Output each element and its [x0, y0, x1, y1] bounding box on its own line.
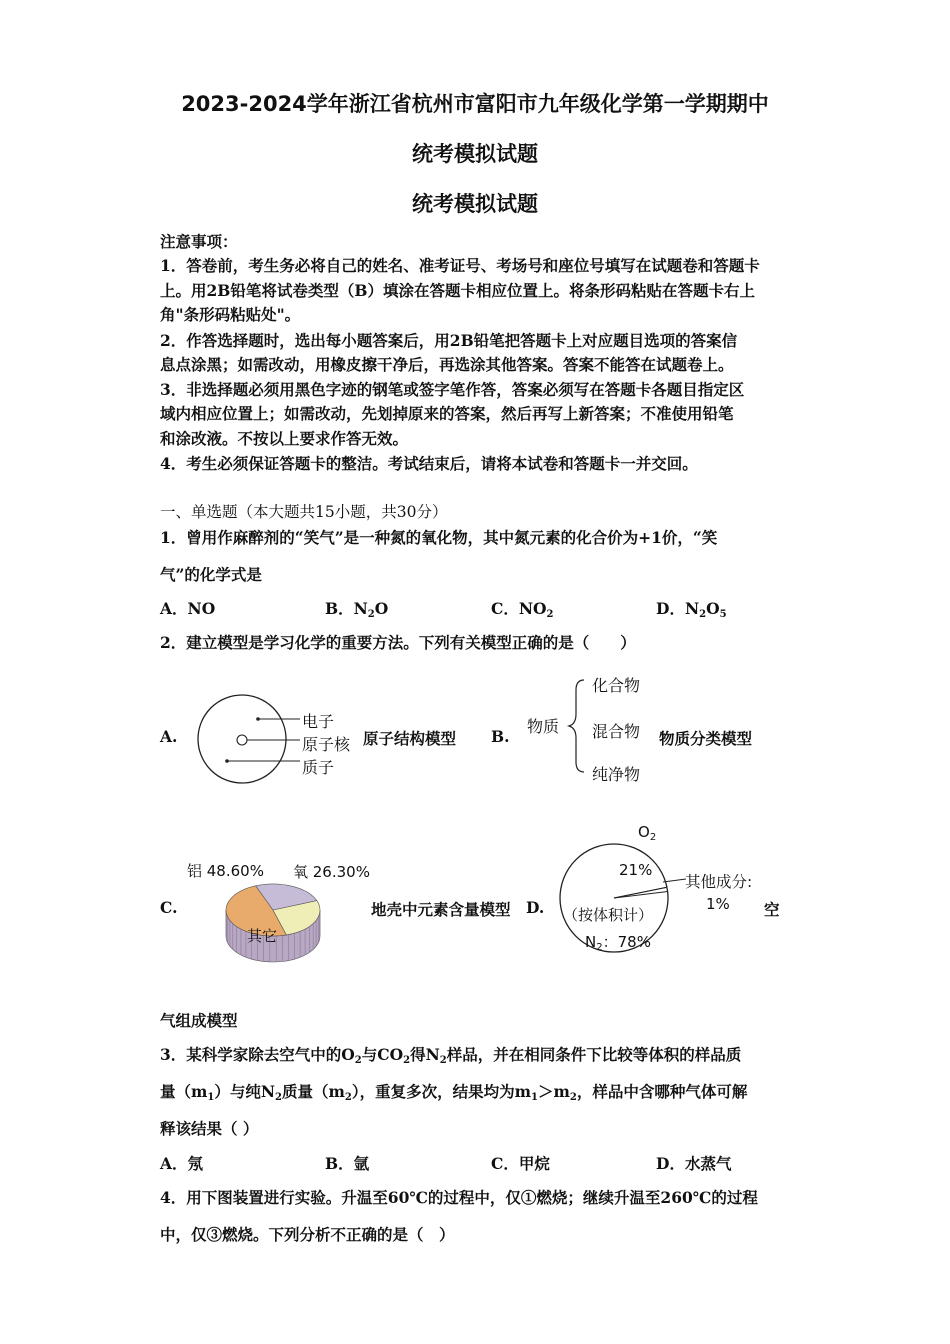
page-title: 2023-2024学年浙江省杭州市富阳市九年级化学第一学期期中: [181, 92, 769, 116]
label-substance: 物质: [527, 717, 560, 736]
notice-line: 2．作答选择题时，选出每小题答案后，用2B铅笔把答题卡上对应题目选项的答案信: [160, 331, 738, 350]
notice-line: 上。用2B铅笔将试卷类型（B）填涂在答题卡相应位置上。将条形码粘贴在答题卡右上: [160, 281, 755, 300]
option-3b: B．氩: [325, 1154, 370, 1173]
page-subtitle-repeat: 统考模拟试题: [412, 192, 538, 216]
question-3-stem: 3．某科学家除去空气中的$O_2$与$CO_2$得$N_2$样品，并在相同条件下比较等体积的样品质: [160, 1045, 742, 1066]
notice-line: 1．答卷前，考生务必将自己的姓名、准考证号、考场号和座位号填写在试题卷和答题卡: [160, 256, 760, 275]
notice-line: 角"条形码粘贴处"。: [160, 305, 301, 324]
label-pure-substance: 纯净物: [592, 765, 641, 784]
option-1b: B．$N_2O$: [325, 599, 389, 620]
label-o2: $O_2$: [638, 823, 657, 843]
label-oxygen: 氧 26.30%: [293, 863, 370, 881]
option-2c-key: C.: [160, 898, 178, 917]
caption-air-model-part1: 空: [764, 900, 780, 919]
caption-classification-model: 物质分类模型: [659, 729, 753, 748]
label-o2-percent: 21%: [619, 861, 653, 879]
option-1d: D．$N_2O_5$: [656, 599, 727, 620]
question-4-stem: 4．用下图装置进行实验。升温至60℃的过程中，仅①燃烧；继续升温至260℃的过程: [160, 1188, 758, 1207]
label-by-volume: （按体积计）: [563, 906, 654, 924]
label-compound: 化合物: [592, 676, 641, 695]
notice-line: 息点涂黑；如需改动，用橡皮擦干净后，再选涂其他答案。答案不能答在试题卷上。: [160, 355, 734, 374]
option-2a-key: A.: [160, 727, 178, 746]
option-3c: C．甲烷: [491, 1154, 550, 1173]
notice-line: 域内相应位置上；如需改动，先划掉原来的答案，然后再写上新答案；不准使用铅笔: [160, 404, 734, 423]
label-n2: $N_2$：78%: [585, 933, 651, 953]
label-aluminum: 铝 48.60%: [187, 862, 264, 880]
label-other-components: 其他成分:: [685, 873, 753, 891]
notice-line: 和涂改液。不按以上要求作答无效。: [160, 429, 409, 448]
label-nucleus: 原子核: [302, 735, 351, 754]
label-mixture: 混合物: [592, 722, 641, 741]
option-2d-key: D.: [526, 898, 545, 917]
brace-icon: [566, 676, 590, 776]
page-subtitle: 统考模拟试题: [412, 142, 538, 166]
question-3-stem-end: 释该结果（ ）: [160, 1119, 259, 1138]
section-heading: 一、单选题（本大题共15小题，共30分）: [160, 503, 448, 521]
crust-element-pie-chart: [218, 876, 328, 968]
option-3a: A．氖: [160, 1154, 204, 1173]
option-2b-key: B.: [491, 727, 510, 746]
notice-line: 4．考生必须保证答题卡的整洁。考试结束后，请将本试卷和答题卡一并交回。: [160, 454, 698, 473]
question-4-stem-cont: 中，仅③燃烧。下列分析不正确的是（ ）: [160, 1225, 455, 1244]
question-1-stem-cont: 气”的化学式是: [160, 565, 262, 584]
question-1-stem: 1．曾用作麻醉剂的“笑气”是一种氮的氧化物，其中氮元素的化合价为+1价，“笑: [160, 528, 718, 547]
caption-air-model-part2: 气组成模型: [160, 1011, 238, 1030]
label-proton: 质子: [302, 758, 335, 777]
question-3-stem-cont: 量$(m_1)$与纯$N_2$质量$(m_2)$，重复多次，结果均为$m_1>m_2$，样品中含哪种气体可解: [160, 1082, 748, 1103]
question-2-stem: 2．建立模型是学习化学的重要方法。下列有关模型正确的是（ ）: [160, 633, 636, 652]
label-electron: 电子: [302, 712, 335, 731]
notice-line: 3．非选择题必须用黑色字迹的钢笔或签字笔作答，答案必须写在答题卡各题目指定区: [160, 380, 745, 399]
caption-crust-model: 地壳中元素含量模型: [371, 900, 511, 919]
caption-atom-model: 原子结构模型: [363, 729, 457, 748]
label-other-percent: 1%: [706, 895, 730, 913]
option-3d: D．水蒸气: [656, 1154, 732, 1173]
notice-heading: 注意事项：: [160, 232, 238, 251]
option-1a: A．NO: [160, 599, 216, 618]
label-other: 其它: [247, 927, 278, 945]
option-1c: C．$NO_2$: [491, 599, 554, 620]
